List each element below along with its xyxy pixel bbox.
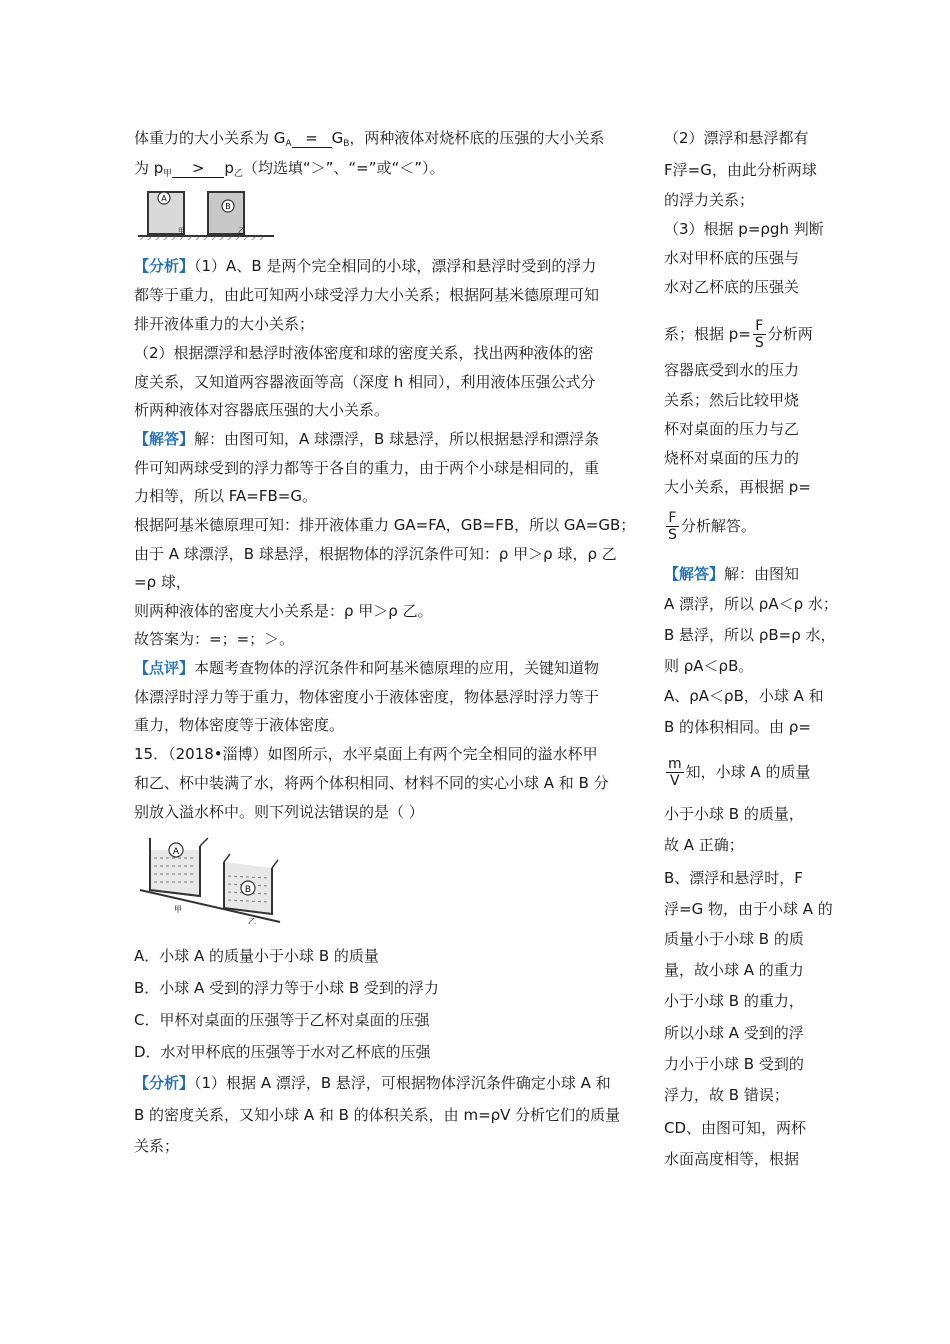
text-line: 小于小球 B 的重力， [664,992,804,1010]
beaker-jia-label: 甲 [178,227,185,235]
text-line: 水面高度相等，根据 [664,1150,800,1168]
subscript: 乙 [233,169,243,179]
text-line: 小于小球 B 的质量， [664,805,804,823]
solution-tag: 【解答】 [134,430,195,448]
text-line: 关系；然后比较甲烧 [664,391,800,409]
text-span: 解：由图可知，A 球漂浮，B 球悬浮，所以根据悬浮和漂浮条 [194,430,600,448]
text-line: A 漂浮，所以 ρA＜ρ 水； [664,595,838,613]
text-line: 质量小于小球 B 的质 [664,930,804,948]
text-line: 水对甲杯底的压强与 [664,249,800,267]
text-line: 重力，物体密度等于液体密度。 [134,716,345,734]
text-line: 故 A 正确； [664,836,744,854]
text-line: （2）漂浮和悬浮都有 [664,129,809,147]
text-line [664,564,799,584]
answer-blank: = [292,129,332,148]
fraction-f-over-s [753,318,766,351]
text-span: 为 p [134,159,164,177]
option-a: A．小球 A 的质量小于小球 B 的质量 [134,947,379,965]
fraction-m-over-v [666,756,684,789]
text-line: （3）根据 p=ρgh 判断 [664,220,824,238]
comment-tag: 【点评】 [134,659,195,677]
fraction-f-over-s [666,510,679,543]
text-line: 和乙、杯中装满了水，将两个体积相同、材料不同的实心小球 A 和 B 分 [134,774,609,792]
text-line: 则 ρA＜ρB。 [664,657,754,675]
text-line [134,429,599,449]
solution-tag: 【解答】 [664,565,725,583]
text-line: 容器底受到水的压力 [664,361,800,379]
text-line: B 的体积相同。由 ρ= [664,718,811,736]
text-line: =ρ 球， [134,573,191,591]
text-line: 根据阿基米德原理可知：排开液体重力 GA=FA，GB=FB，所以 GA=GB； [134,516,636,534]
question-title: 15．（2018•淄博）如图所示，水平桌面上有两个完全相同的溢水杯甲 [134,745,598,763]
subscript: B [343,139,350,149]
text-span: 分析解答。 [680,517,756,535]
text-line [134,158,445,184]
text-line: 的浮力关系； [664,191,755,209]
text-line: B 的密度关系，又知小球 A 和 B 的体积关系，由 m=ρV 分析它们的质量 [134,1106,621,1124]
text-line: B 悬浮，所以 ρB=ρ 水， [664,626,836,644]
fraction-numerator: F [666,510,679,527]
text-line: A、ρA＜ρB，小球 A 和 [664,687,824,705]
text-line: 排开液体重力的大小关系； [134,315,315,333]
text-line: CD、由图可知，两杯 [664,1119,807,1137]
option-c: C．甲杯对桌面的压强等于乙杯对桌面的压强 [134,1011,430,1029]
text-span: G [331,129,344,147]
subscript: A [285,139,292,149]
beakers-figure-1 [136,186,276,242]
ball-a-label: A [172,847,180,857]
text-line: 杯对桌面的压力与乙 [664,420,800,438]
text-line: 别放入溢水杯中。则下列说法错误的是（ ） [134,803,424,821]
text-line: B、漂浮和悬浮时，F [664,869,803,887]
text-span: （1）A、B 是两个完全相同的小球，漂浮和悬浮时受到的浮力 [194,257,597,275]
text-line: 量，故小球 A 的重力 [664,961,804,979]
text-span: （均选填“＞”、“=”或“＜”）。 [242,159,445,177]
text-span: （1）根据 A 漂浮，B 悬浮，可根据物体浮沉条件确定小球 A 和 [194,1074,611,1092]
ball-a-label: A [161,194,167,203]
text-line: （2）根据漂浮和悬浮时液体密度和球的密度关系，找出两种液体的密 [134,344,594,362]
text-line: 故答案为：=；=；＞。 [134,630,295,648]
text-line: 由于 A 球漂浮，B 球悬浮，根据物体的浮沉条件可知：ρ 甲＞ρ 球，ρ 乙 [134,545,617,563]
text-line: 析两种液体对容器底压强的大小关系。 [134,401,390,419]
text-line: 浮力，故 B 错误； [664,1086,789,1104]
text-line: 体漂浮时浮力等于重力，物体密度小于液体密度，物体悬浮时浮力等于 [134,688,600,706]
text-line [664,756,810,789]
text-line: 件可知两球受到的浮力都等于各自的重力，由于两个小球是相同的，重 [134,459,600,477]
fraction-numerator: F [753,318,766,335]
fraction-denominator: S [754,335,764,351]
option-d: D．水对甲杯底的压强等于水对乙杯底的压强 [134,1043,431,1061]
text-span: 系；根据 p= [664,325,751,343]
subscript: 甲 [163,169,173,179]
analysis-tag: 【分析】 [134,257,195,275]
fraction-numerator: m [668,756,682,772]
text-line: 水对乙杯底的压强关 [664,278,800,296]
text-line [134,658,599,678]
fraction-denominator: V [670,773,680,789]
text-span: 知，小球 A 的质量 [685,763,811,781]
text-line: 力小于小球 B 受到的 [664,1055,804,1073]
option-b: B．小球 A 受到的浮力等于小球 B 受到的浮力 [134,979,439,997]
text-line: 都等于重力，由此可知两小球受浮力大小关系；根据阿基米德原理可知 [134,286,600,304]
text-line [134,128,604,154]
ball-b-label: B [225,202,231,211]
ball-b-label: B [244,885,252,895]
cup-yi-label: 乙 [248,917,256,924]
beaker-yi-label: 乙 [238,227,245,235]
text-line [664,318,813,351]
text-line: 则两种液体的密度大小关系是：ρ 甲＞ρ 乙。 [134,602,433,620]
text-line: 度关系，又知道两容器液面等高（深度 h 相同），利用液体压强公式分 [134,373,596,391]
text-line [664,510,756,543]
text-line: 浮=G 物，由于小球 A 的 [664,900,833,918]
text-line: 关系； [134,1137,180,1155]
text-span: 体重力的大小关系为 G [134,129,286,147]
cup-jia-label: 甲 [174,905,182,914]
text-line: F浮=G，由此分析两球 [664,161,817,179]
analysis-tag: 【分析】 [134,1074,195,1092]
text-span: 分析两 [767,325,813,343]
text-span: 解：由图知 [724,565,800,583]
text-line: 烧杯对桌面的压力的 [664,449,800,467]
answer-blank: > [172,159,224,178]
text-line [134,1073,611,1093]
text-line [134,256,596,276]
text-span: ，两种液体对烧杯底的压强的大小关系 [349,129,605,147]
overflow-cups-figure-2 [138,832,284,924]
text-line: 所以小球 A 受到的浮 [664,1024,804,1042]
text-line: 力相等，所以 FA=FB=G。 [134,487,317,505]
fraction-denominator: S [668,527,677,543]
text-line: 大小关系，再根据 p= [664,478,811,496]
text-span: 本题考查物体的浮沉条件和阿基米德原理的应用，关键知道物 [194,659,600,677]
text-span: p [224,159,234,177]
